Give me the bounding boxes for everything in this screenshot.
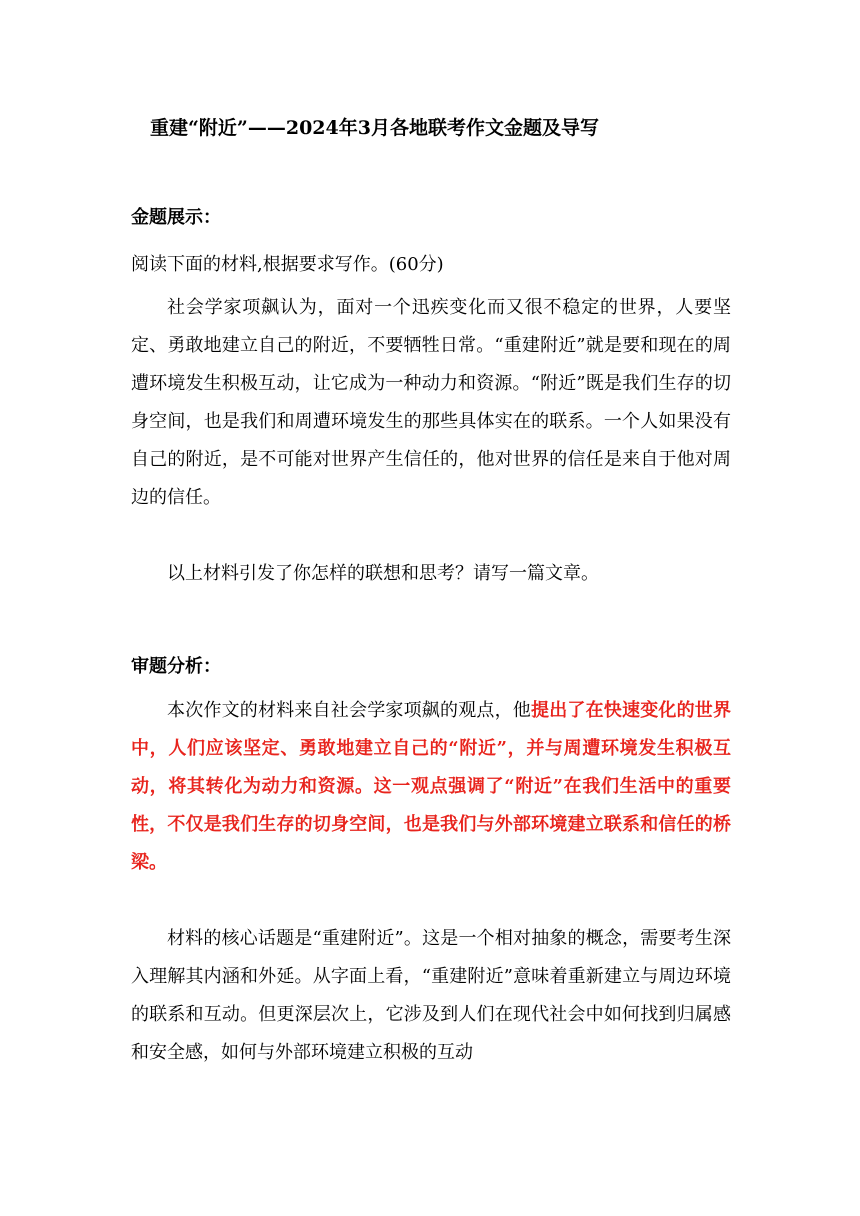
analysis-paragraph-1 [131,692,731,882]
analysis-paragraph-1-emphasis: 提出了在快速变化的世界中，人们应该坚定、勇敢地建立自己的“附近”，并与周遭环境发生积极互动，将其转化为动力和资源。这一观点强调了“附近”在我们生活中的重要性，不仅是我们生存的切身空间，也是我们与外部环境建立联系和信任的桥梁。 [131,700,731,873]
document-title: 重建“附近”——2024年3月各地联考作文金题及导写 [150,117,599,139]
writing-instruction: 阅读下面的材料,根据要求写作。(60分) [131,254,444,275]
writing-prompt: 以上材料引发了你怎样的联想和思考？请写一篇文章。 [167,563,599,584]
section-heading-analysis: 审题分析： [131,656,221,677]
analysis-paragraph-2: 材料的核心话题是“重建附近”。这是一个相对抽象的概念，需要考生深入理解其内涵和外延。从字面上看，“重建附近”意味着重新建立与周边环境的联系和互动。但更深层次上，它涉及到人们在现代社会中如何找到归属感和安全感，如何与外部环境建立积极的互动 [131,928,731,1063]
section-heading-showcase: 金题展示： [131,207,221,228]
analysis-paragraph-1-plain: 本次作文的材料来自社会学家项飙的观点，他 [167,700,531,721]
material-paragraph: 社会学家项飙认为，面对一个迅疾变化而又很不稳定的世界，人要坚定、勇敢地建立自己的附近，不要牺牲日常。“重建附近”就是要和现在的周遭环境发生积极互动，让它成为一种动力和资源。“附近”既是我们生存的切身空间，也是我们和周遭环境发生的那些具体实在的联系。一个人如果没有自己的附近，是不可能对世界产生信任的，他对世界的信任是来自于他对周边的信任。 [131,297,731,508]
